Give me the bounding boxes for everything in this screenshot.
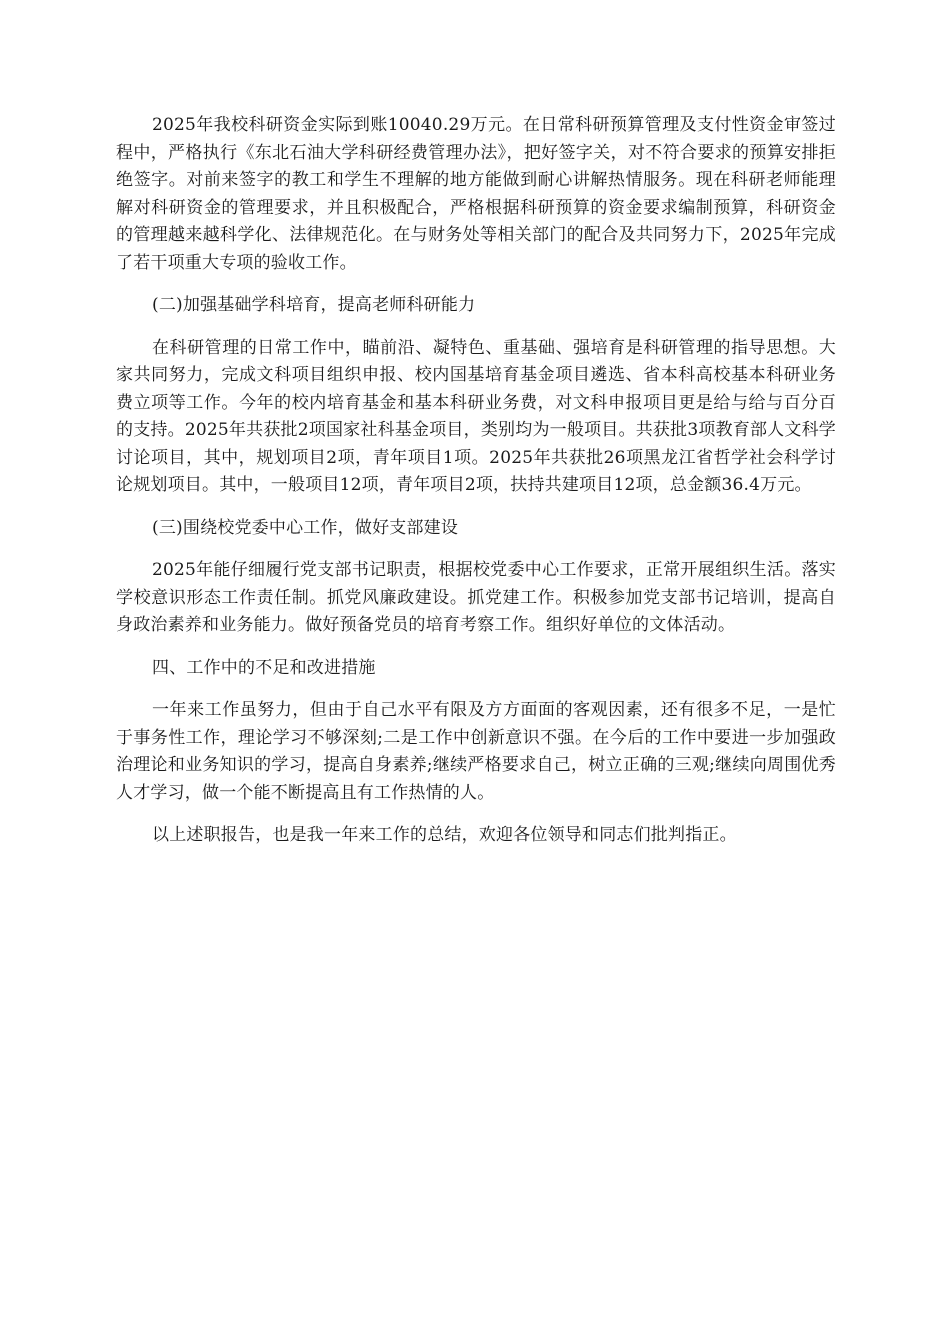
paragraph-party-branch-work: 2025年能仔细履行党支部书记职责，根据校党委中心工作要求，正常开展组织生活。落实学校意识形态工作责任制。抓党风廉政建设。抓党建工作。积极参加党支部书记培训，提高自身政治素养和业务能力。做好预备党员的培育考察工作。组织好单位的文体活动。 bbox=[116, 560, 836, 635]
section-heading-party-branch: (三)围绕校党委中心工作，做好支部建设 bbox=[152, 517, 459, 538]
paragraph-research-management: 在科研管理的日常工作中，瞄前沿、凝特色、重基础、强培育是科研管理的指导思想。大家共同努力，完成文科项目组织申报、校内国基培育基金项目遴选、省本科高校基本科研业务费立项等工作。今年的校内培育基金和基本科研业务费，对文科申报项目更是给与给与百分百的支持。2025年共获批2项国家社科基金项目，类别均为一般项目。共获批3项教育部人文科学讨论项目，其中，规划项目2项，青年项目1项。2025年共获批26项黑龙江省哲学社会科学讨论规划项目。其中，一般项目12项，青年项目2项，扶持共建项目12项，总金额36.4万元。 bbox=[116, 337, 836, 495]
paragraph-research-funds: 2025年我校科研资金实际到账10040.29万元。在日常科研预算管理及支付性资金审签过程中，严格执行《东北石油大学科研经费管理办法》，把好签字关，对不符合要求的预算安排拒绝签字。对前来签字的教工和学生不理解的地方能做到耐心讲解热情服务。现在科研老师能理解对科研资金的管理要求，并且积极配合，严格根据科研预算的资金要求编制预算，科研资金的管理越来越科学化、法律规范化。在与财务处等相关部门的配合及共同努力下，2025年完成了若干项重大专项的验收工作。 bbox=[116, 115, 836, 273]
paragraph-shortcomings: 一年来工作虽努力，但由于自己水平有限及方方面面的客观因素，还有很多不足，一是忙于事务性工作，理论学习不够深刻;二是工作中创新意识不强。在今后的工作中要进一步加强政治理论和业务知识的学习，提高自身素养;继续严格要求自己，树立正确的三观;继续向周围优秀人才学习，做一个能不断提高且有工作热情的人。 bbox=[116, 700, 836, 803]
paragraph-conclusion: 以上述职报告，也是我一年来工作的总结，欢迎各位领导和同志们批判指正。 bbox=[152, 825, 737, 845]
document-page bbox=[116, 112, 836, 865]
section-heading-shortcomings: 四、工作中的不足和改进措施 bbox=[152, 657, 376, 678]
section-heading-basic-disciplines: (二)加强基础学科培育，提高老师科研能力 bbox=[152, 295, 476, 315]
